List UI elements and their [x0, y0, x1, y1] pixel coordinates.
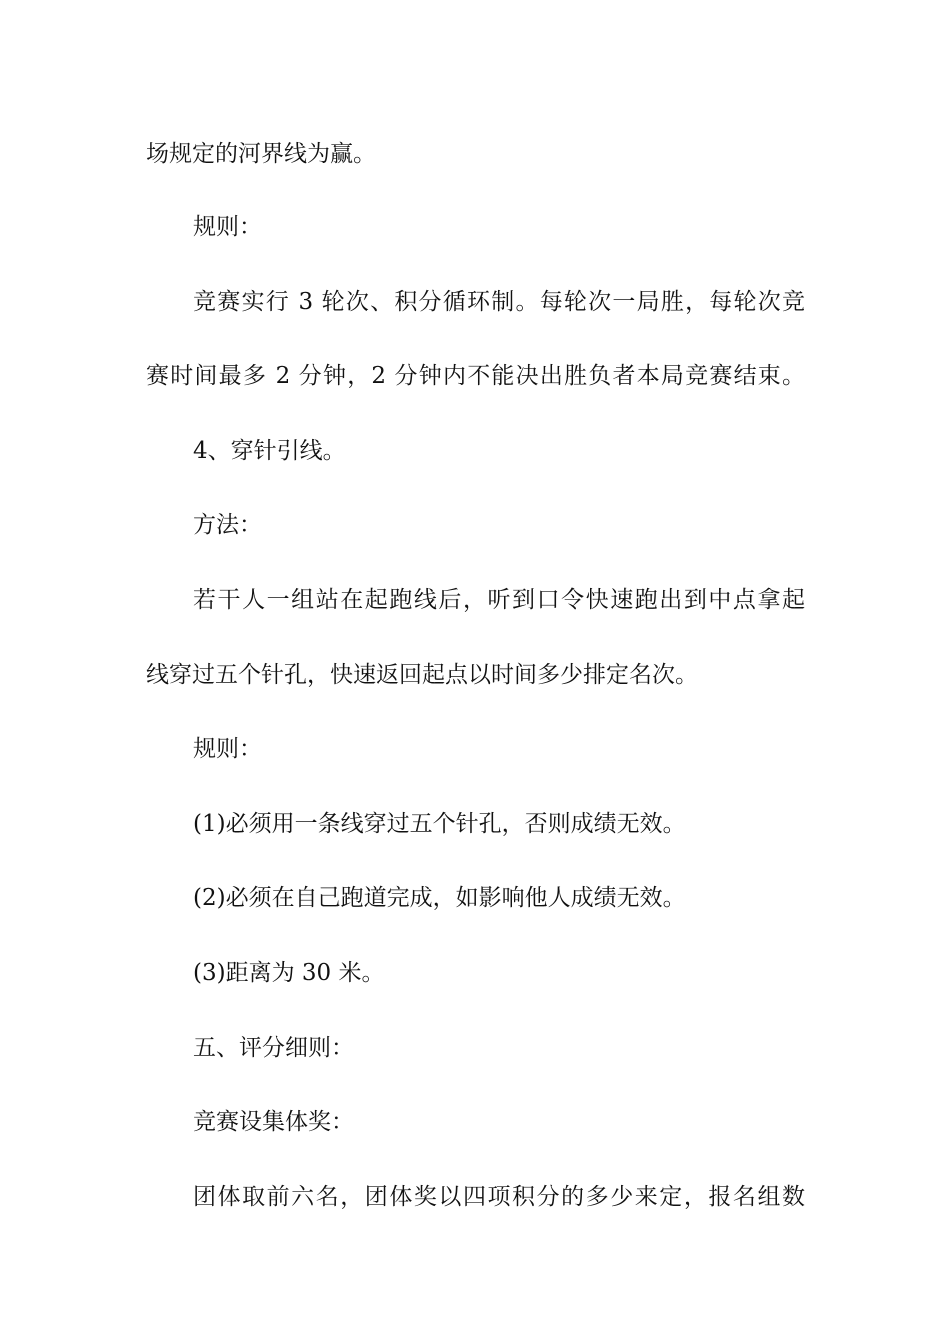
- heading-collective-award: 竞赛设集体奖：: [193, 1109, 354, 1135]
- heading-rules-2: 规则：: [193, 736, 262, 762]
- paragraph-line-1: 场规定的河界线为赢。: [146, 141, 376, 167]
- paragraph-line-8: 线穿过五个针孔，快速返回起点以时间多少排定名次。: [146, 662, 698, 688]
- rule-item-3: (3)距离为 30 米。: [193, 960, 385, 986]
- heading-rules-1: 规则：: [193, 214, 262, 240]
- paragraph-line-15: 团体取前六名，团体奖以四项积分的多少来定，报名组数: [193, 1184, 805, 1210]
- section-title-scoring: 五、评分细则：: [193, 1035, 354, 1061]
- heading-method: 方法：: [193, 512, 262, 538]
- paragraph-line-4: 赛时间最多 2 分钟，2 分钟内不能决出胜负者本局竞赛结束。: [146, 363, 805, 389]
- paragraph-line-7: 若干人一组站在起跑线后，听到口令快速跑出到中点拿起: [193, 587, 805, 613]
- rule-item-2: (2)必须在自己跑道完成，如影响他人成绩无效。: [193, 885, 686, 911]
- section-title-threading: 4、穿针引线。: [193, 438, 346, 464]
- paragraph-line-3: 竞赛实行 3 轮次、积分循环制。每轮次一局胜，每轮次竞: [193, 289, 805, 315]
- rule-item-1: (1)必须用一条线穿过五个针孔，否则成绩无效。: [193, 811, 686, 837]
